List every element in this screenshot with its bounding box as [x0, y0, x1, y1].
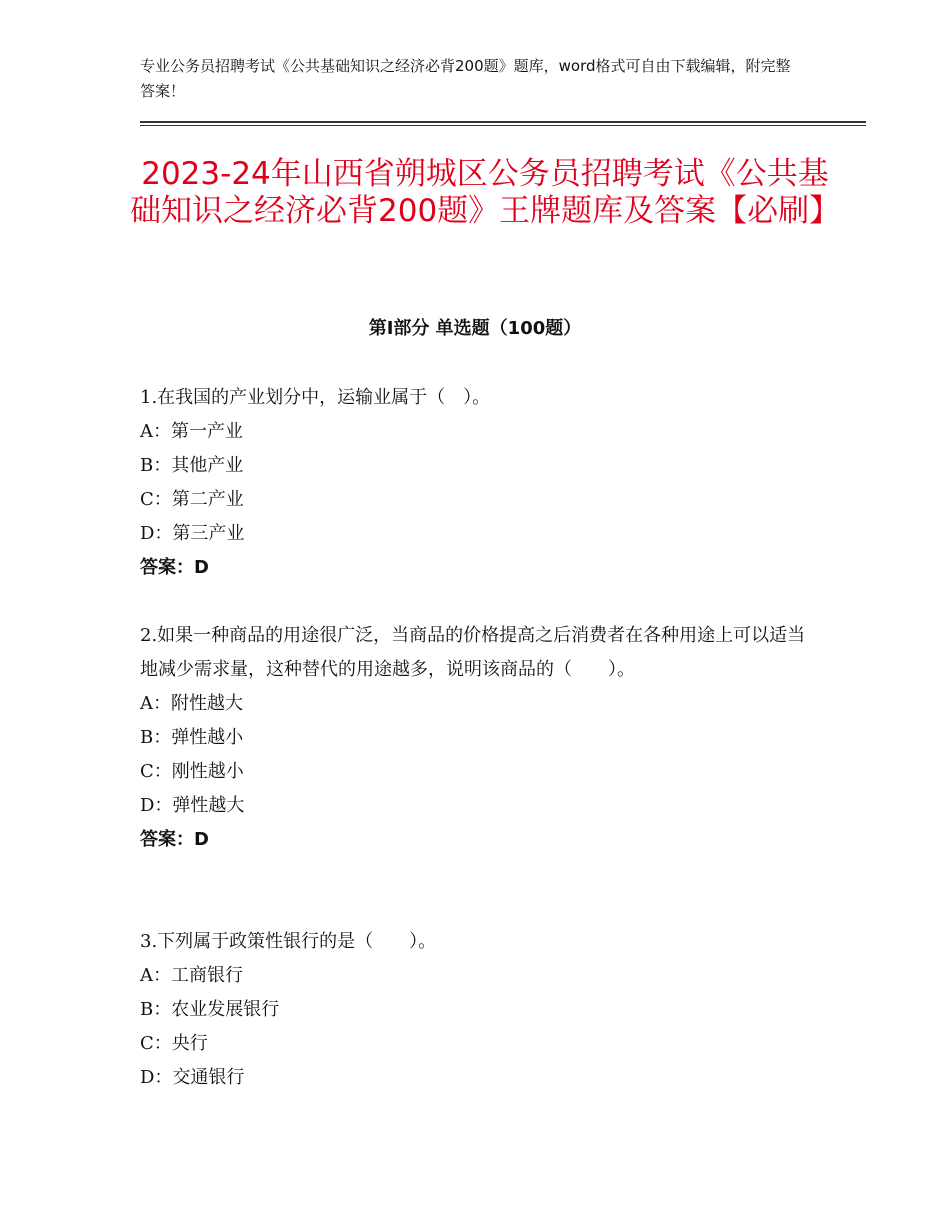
- answer: 答案：D: [140, 557, 209, 578]
- option-d: D：弹性越大: [140, 795, 245, 816]
- question-2: [140, 619, 810, 857]
- question-3: [140, 925, 810, 1095]
- answer: 答案：D: [140, 829, 209, 850]
- option-a: A：工商银行: [140, 965, 243, 986]
- option-b: B：农业发展银行: [140, 999, 280, 1020]
- header-rule-thick: [140, 121, 866, 123]
- option-b: B：其他产业: [140, 455, 244, 476]
- header-note: 专业公务员招聘考试《公共基础知识之经济必背200题》题库，word格式可自由下载编辑，附完整答案！: [140, 57, 791, 100]
- question-1: [140, 381, 810, 585]
- option-c: C：央行: [140, 1033, 208, 1054]
- option-a: A：附性越大: [140, 693, 243, 714]
- question-stem: 1.在我国的产业划分中，运输业属于（ ）。: [140, 387, 491, 408]
- option-a: A：第一产业: [140, 421, 243, 442]
- option-d: D：交通银行: [140, 1067, 245, 1088]
- section-heading: 第Ⅰ部分 单选题（100题）: [368, 318, 582, 339]
- header-rule-thin: [140, 125, 866, 126]
- question-stem: 2.如果一种商品的用途很广泛，当商品的价格提高之后消费者在各种用途上可以适当地减少需求量，这种替代的用途越多，说明该商品的（ ）。: [140, 625, 806, 680]
- option-c: C：刚性越小: [140, 761, 244, 782]
- option-c: C：第二产业: [140, 489, 244, 510]
- option-b: B：弹性越小: [140, 727, 244, 748]
- option-d: D：第三产业: [140, 523, 245, 544]
- document-title: 2023-24年山西省朔城区公务员招聘考试《公共基础知识之经济必背200题》王牌题库及答案【必刷】: [130, 156, 841, 229]
- question-stem: 3.下列属于政策性银行的是（ ）。: [140, 931, 437, 952]
